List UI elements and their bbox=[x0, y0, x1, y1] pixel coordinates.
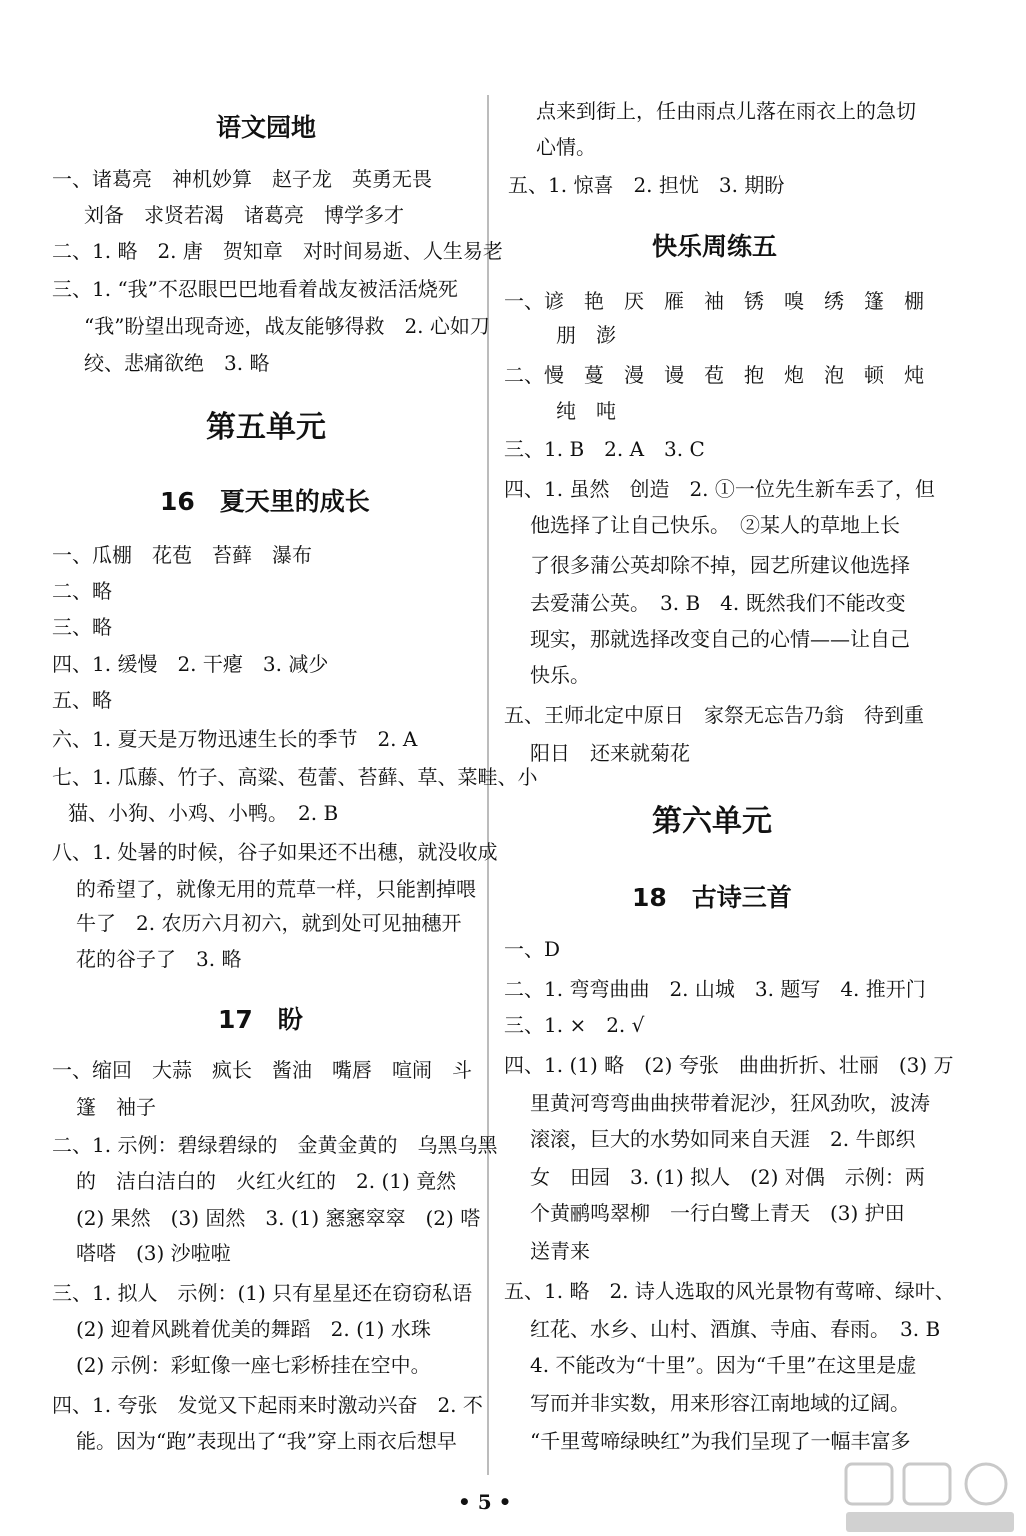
text-line: 去爱蒲公英。 3. B 4. 既然我们不能改变 bbox=[530, 591, 906, 615]
text-line: 了很多蒲公英却除不掉，园艺所建议他选择 bbox=[530, 553, 910, 577]
text-line: 红花、水乡、山村、酒旗、寺庙、春雨。 3. B bbox=[530, 1317, 941, 1341]
page-number: • 5 • bbox=[458, 1490, 512, 1514]
text-line: 二、1. 弯弯曲曲 2. 山城 3. 题写 4. 推开门 bbox=[504, 977, 926, 1001]
text-line: 一、谚 艳 厌 雁 袖 锈 嗅 绣 篷 棚 bbox=[504, 289, 924, 313]
text-line: 二、略 bbox=[52, 579, 112, 603]
text-line: 嗒嗒 (3) 沙啦啦 bbox=[76, 1241, 231, 1265]
text-line: 送青来 bbox=[530, 1239, 590, 1263]
unit-title-6: 第六单元 bbox=[652, 804, 772, 839]
text-line: 四、1. 缓慢 2. 干瘪 3. 减少 bbox=[52, 652, 329, 676]
text-line: 五、王师北定中原日 家祭无忘告乃翁 待到重 bbox=[504, 703, 924, 727]
lesson-title-17: 17 盼 bbox=[218, 1005, 303, 1034]
text-line: 滚滚，巨大的水势如同来自天涯 2. 牛郎织 bbox=[530, 1127, 916, 1151]
text-line: 四、1. 虽然 创造 2. ①一位先生新车丢了，但 bbox=[504, 477, 935, 501]
text-line: 牛了 2. 农历六月初六，就到处可见抽穗开 bbox=[76, 911, 462, 935]
text-line: 二、1. 略 2. 唐 贺知章 对时间易逝、人生易老 bbox=[52, 239, 503, 263]
text-line: 女 田园 3. (1) 拟人 (2) 对偶 示例：两 bbox=[530, 1165, 925, 1189]
text-line: 纯 吨 bbox=[556, 399, 616, 423]
text-line: 朋 澎 bbox=[556, 323, 616, 347]
text-line: 现实，那就选择改变自己的心情——让自己 bbox=[530, 627, 910, 651]
text-line: 篷 袖子 bbox=[76, 1095, 156, 1119]
text-line: 花的谷子了 3. 略 bbox=[76, 947, 242, 971]
text-line: 阳日 还来就菊花 bbox=[530, 741, 690, 765]
text-line: 一、D bbox=[504, 937, 561, 961]
text-line: 二、慢 蔓 漫 谩 苞 抱 炮 泡 顿 炖 bbox=[504, 363, 924, 387]
text-line: 三、1. B 2. A 3. C bbox=[504, 437, 705, 461]
text-line: 能。因为“跑”表现出了“我”穿上雨衣后想早 bbox=[76, 1429, 457, 1453]
text-line: 三、1. × 2. √ bbox=[504, 1013, 645, 1037]
section-title-yuwenyuandi: 语文园地 bbox=[216, 113, 317, 142]
text-line: 的 洁白洁白的 火红火红的 2. (1) 竟然 bbox=[76, 1169, 457, 1193]
text-line: 四、1. 夸张 发觉又下起雨来时激动兴奋 2. 不 bbox=[52, 1393, 483, 1417]
text-line: 五、略 bbox=[52, 688, 112, 712]
lesson-title-18: 18 古诗三首 bbox=[632, 883, 792, 912]
text-line: “千里莺啼绿映红”为我们呈现了一幅丰富多 bbox=[530, 1429, 911, 1453]
text-line: 他选择了让自己快乐。 ②某人的草地上长 bbox=[530, 513, 900, 537]
text-line: (2) 果然 (3) 固然 3. (1) 窸窸窣窣 (2) 嗒 bbox=[76, 1206, 481, 1230]
text-line: 八、1. 处暑的时候，谷子如果还不出穗，就没收成 bbox=[52, 840, 498, 864]
section-title-weekly-5: 快乐周练五 bbox=[652, 232, 778, 261]
text-line: 一、瓜棚 花苞 苔藓 瀑布 bbox=[52, 543, 312, 567]
text-line: (2) 迎着风跳着优美的舞蹈 2. (1) 水珠 bbox=[76, 1317, 431, 1341]
text-line: 三、1. “我”不忍眼巴巴地看着战友被活活烧死 bbox=[52, 277, 458, 301]
text-line: 二、1. 示例：碧绿碧绿的 金黄金黄的 乌黑乌黑 bbox=[52, 1133, 498, 1157]
text-line: 刘备 求贤若渴 诸葛亮 博学多才 bbox=[84, 203, 404, 227]
text-line: 三、1. 拟人 示例：(1) 只有星星还在窃窃私语 bbox=[52, 1281, 473, 1305]
text-line: 写而并非实数，用来形容江南地域的辽阔。 bbox=[530, 1391, 910, 1415]
text-line: 猫、小狗、小鸡、小鸭。 2. B bbox=[68, 801, 339, 825]
text-line: 六、1. 夏天是万物迅速生长的季节 2. A bbox=[52, 727, 418, 751]
text-line: 三、略 bbox=[52, 615, 112, 639]
text-line: 里黄河弯弯曲曲挟带着泥沙，狂风劲吹，波涛 bbox=[530, 1091, 930, 1115]
text-line: 个黄鹂鸣翠柳 一行白鹭上青天 (3) 护田 bbox=[530, 1201, 905, 1225]
text-line: (2) 示例：彩虹像一座七彩桥挂在空中。 bbox=[76, 1353, 431, 1377]
text-line: 心情。 bbox=[536, 135, 596, 159]
text-line: “我”盼望出现奇迹，战友能够得救 2. 心如刀 bbox=[84, 314, 490, 338]
text-line: 一、缩回 大蒜 疯长 酱油 嘴唇 喧闹 斗 bbox=[52, 1058, 472, 1082]
unit-title-5: 第五单元 bbox=[206, 410, 326, 445]
text-line: 七、1. 瓜藤、竹子、高粱、苞蕾、苔藓、草、菜畦、小 bbox=[52, 765, 538, 789]
text-line: 的希望了，就像无用的荒草一样，只能割掉喂 bbox=[76, 877, 476, 901]
text-line: 五、1. 惊喜 2. 担忧 3. 期盼 bbox=[508, 173, 785, 197]
text-line: 快乐。 bbox=[530, 663, 590, 687]
watermark-logo bbox=[840, 1460, 1020, 1536]
text-line: 绞、悲痛欲绝 3. 略 bbox=[84, 351, 270, 375]
text-line: 五、1. 略 2. 诗人选取的风光景物有莺啼、绿叶、 bbox=[504, 1279, 955, 1303]
text-line: 四、1. (1) 略 (2) 夸张 曲曲折折、壮丽 (3) 万 bbox=[504, 1053, 954, 1077]
text-line: 一、诸葛亮 神机妙算 赵子龙 英勇无畏 bbox=[52, 167, 432, 191]
lesson-title-16: 16 夏天里的成长 bbox=[160, 487, 370, 516]
text-line: 4. 不能改为“十里”。因为“千里”在这里是虚 bbox=[530, 1353, 917, 1377]
text-line: 点来到街上，任由雨点儿落在雨衣上的急切 bbox=[536, 99, 916, 123]
